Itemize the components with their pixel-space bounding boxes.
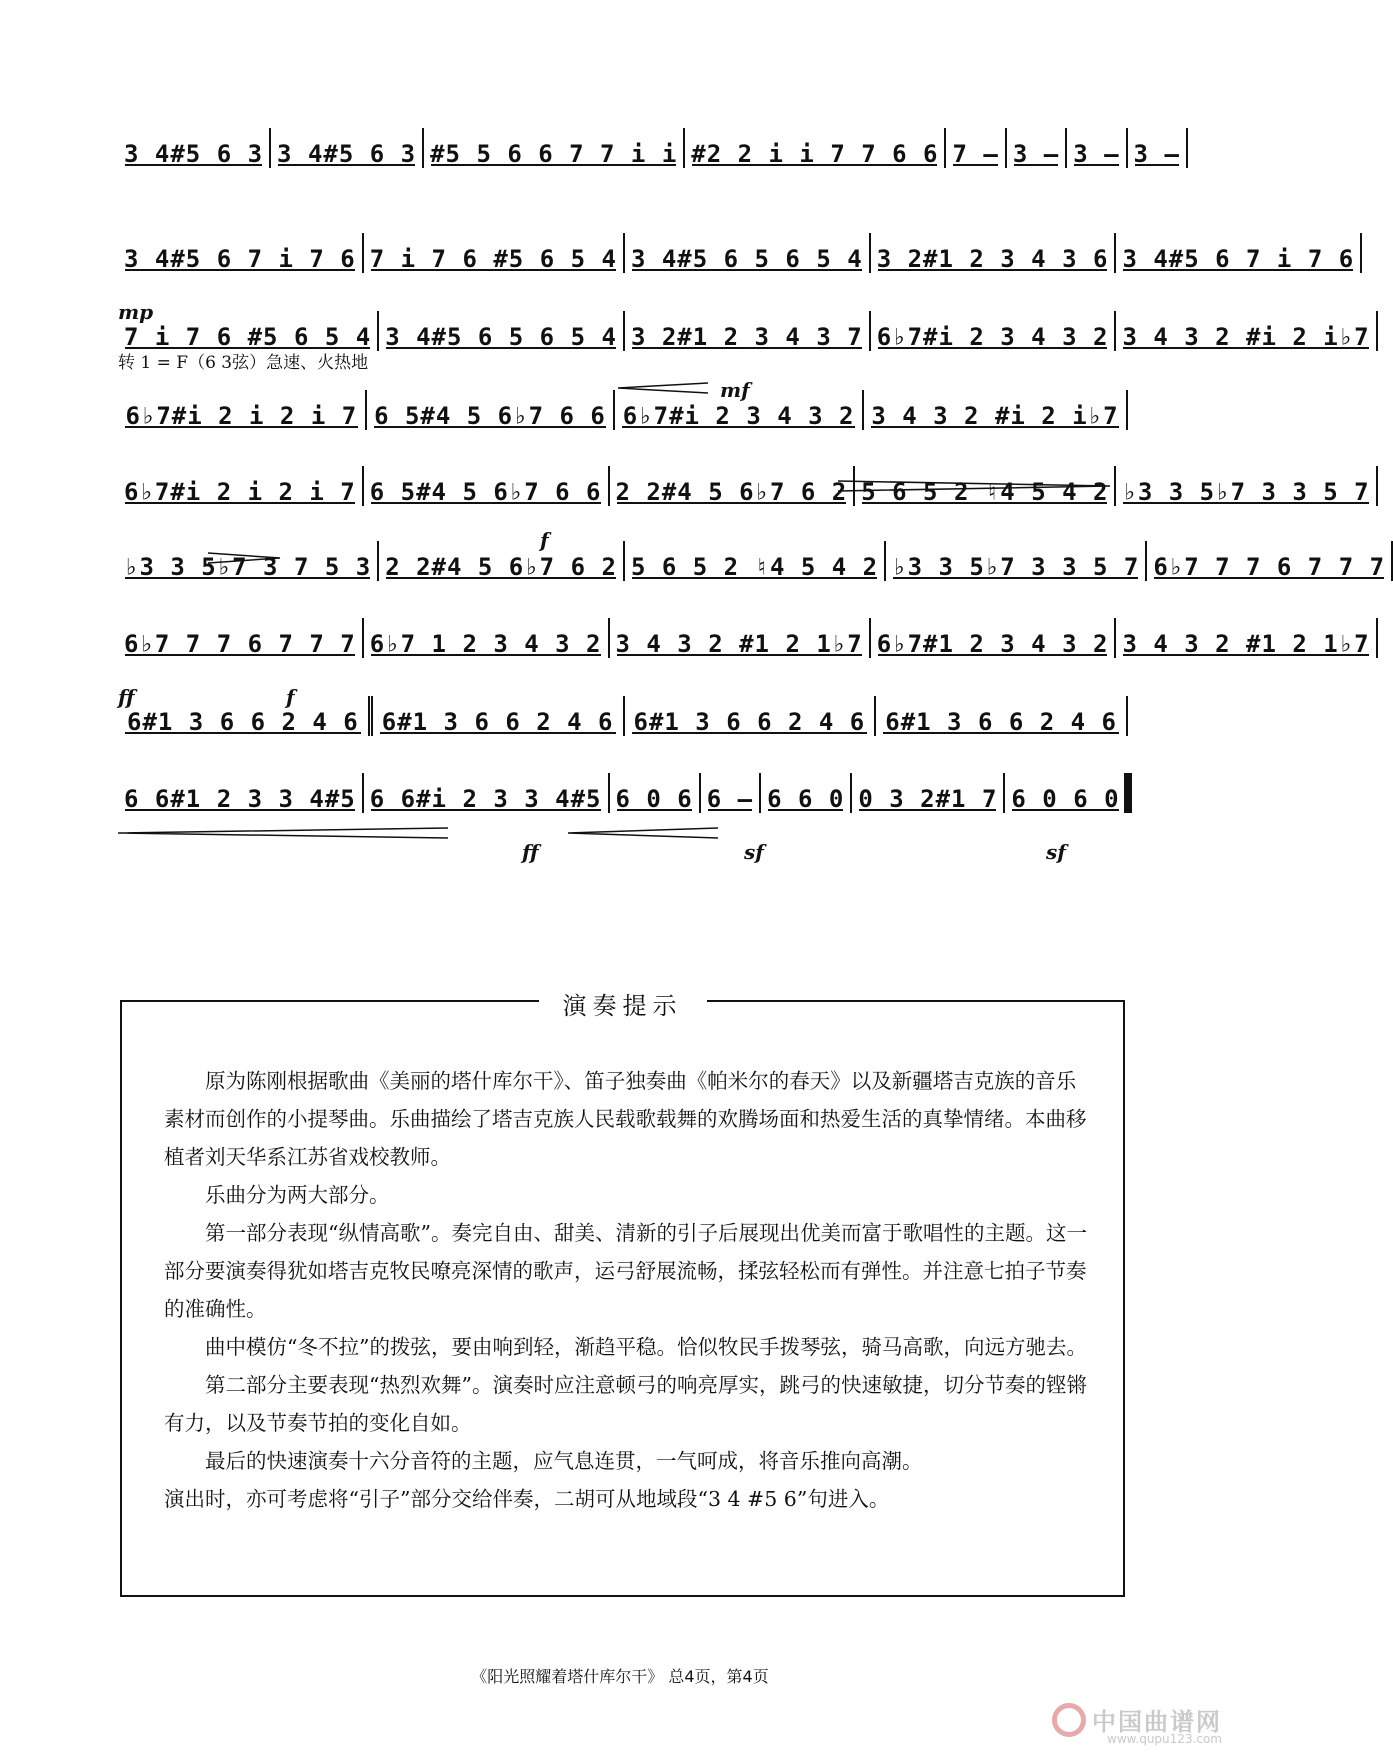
performance-tips-box (120, 992, 1125, 1597)
score-measure: 2 2#4 5 6♭7 6 2 (610, 466, 856, 506)
dynamic-mark: ff (522, 840, 539, 864)
score-measure: 6#1 3 6 6 2 4 6 (625, 696, 877, 736)
score-measure: 5 6 5 2 ♮4 5 4 2 (625, 541, 886, 581)
score-measure: ♭3 3 5♭7 3 3 5 7 (886, 541, 1147, 581)
score-measure: 3 2#1 2 3 4 3 7 (625, 311, 871, 351)
dynamic-mark: ff (118, 685, 135, 709)
score-measure: 3 – (1067, 128, 1127, 168)
tips-paragraph: 原为陈刚根据歌曲《美丽的塔什库尔干》、笛子独奏曲《帕米尔的春天》以及新疆塔吉克族的音乐素材而创作的小提琴曲。乐曲描绘了塔吉克族人民载歌载舞的欢腾场面和热爱生活的真挚情绪。本曲移植者刘天华系江苏省戏校教师。 (164, 1069, 1087, 1169)
score-measure: 3 2#1 2 3 4 3 6 (871, 233, 1117, 273)
crescendo-hairpin (118, 827, 448, 837)
dynamic-mark: f (540, 528, 549, 552)
score-measure: ♭3 3 5♭7 3 7 5 3 (118, 541, 379, 581)
score-measure: 6 5#4 5 6♭7 6 6 (364, 466, 610, 506)
crescendo-hairpin (568, 827, 718, 837)
score-row-7 (118, 610, 1370, 680)
score-row-2 (118, 225, 1355, 295)
score-measure: 6 0 6 0 (1005, 773, 1131, 813)
decrescendo-hairpin (208, 552, 280, 562)
tips-paragraph: 演出时，亦可考虑将“引子”部分交给伴奏，二胡可从地域段“3 4 #5 6”句进入。 (164, 1487, 890, 1511)
score-measure: 6#1 3 6 6 2 4 6 (373, 696, 625, 736)
score-measure: 2 2#4 5 6♭7 6 2 (379, 541, 625, 581)
logo-url: www.qupu123.com (1107, 1732, 1222, 1746)
score-measure: 0 3 2#1 7 (852, 773, 1005, 813)
score-measure: 3 4#5 6 3 (118, 128, 271, 168)
score-measure: #5 5 6 6 7 7 i i (424, 128, 685, 168)
score-measure: 7 – (946, 128, 1006, 168)
score-measure: 6#1 3 6 6 2 4 6 (876, 696, 1128, 736)
score-row-8 (118, 688, 1128, 758)
score-measure: 6 6 0 (761, 773, 852, 813)
score-row-6 (118, 533, 1386, 603)
score-measure: 3 – (1128, 128, 1188, 168)
dynamic-mark: mf (720, 378, 750, 402)
page-footer: 《阳光照耀着塔什库尔干》 总4页，第4页 (471, 1667, 769, 1686)
score-measure: 3 4 3 2 #i 2 i♭7 (864, 390, 1128, 430)
score-measure: 6♭7 7 7 6 7 7 7 (1147, 541, 1393, 581)
score-measure: 6 6#1 2 3 3 4#5 (118, 773, 364, 813)
score-measure: 3 4#5 6 5 6 5 4 (625, 233, 871, 273)
score-measure: 3 – (1007, 128, 1067, 168)
tips-paragraph: 乐曲分为两大部分。 (205, 1183, 390, 1207)
score-row-5 (118, 458, 1370, 528)
score-measure: 6♭7#i 2 i 2 i 7 (118, 466, 364, 506)
score-measure: 6♭7#i 2 3 4 3 2 (871, 311, 1117, 351)
logo-icon (1052, 1703, 1086, 1737)
score-row-1 (118, 120, 1180, 190)
score-measure: 7 i 7 6 #5 6 5 4 (118, 311, 379, 351)
score-measure: 6♭7#i 2 3 4 3 2 (615, 390, 864, 430)
score-measure: 3 4#5 6 7 i 7 6 (1116, 233, 1362, 273)
score-measure: ♭3 3 5♭7 3 3 5 7 (1116, 466, 1377, 506)
score-measure: 3 4#5 6 3 (271, 128, 424, 168)
score-measure: 6♭7#i 2 i 2 i 7 (118, 390, 367, 430)
tips-paragraph: 最后的快速演奏十六分音符的主题，应气息连贯，一气呵成，将音乐推向高潮。 (205, 1449, 923, 1473)
score-measure: 6 6#i 2 3 3 4#5 (364, 773, 610, 813)
score-measure: 6 0 6 (610, 773, 701, 813)
score-row-3 (118, 303, 1370, 373)
dynamic-mark: mp (118, 300, 154, 324)
site-logo (1052, 1702, 1222, 1746)
score-measure: 6#1 3 6 6 2 4 6 (118, 696, 373, 736)
tempo-marking: 转 1 = F（6 3弦）急速、火热地 (118, 353, 369, 373)
dynamic-mark: sf (744, 840, 764, 864)
score-measure: 3 4 3 2 #1 2 1♭7 (610, 618, 871, 658)
score-measure: 6♭7 7 7 6 7 7 7 (118, 618, 364, 658)
score-measure: #2 2 i i 7 7 6 6 (685, 128, 946, 168)
score-measure: 6♭7 1 2 3 4 3 2 (364, 618, 610, 658)
crescendo-hairpin (618, 382, 708, 392)
tips-body (164, 1062, 1094, 1518)
score-measure: 6 – (701, 773, 761, 813)
score-measure: 3 4 3 2 #1 2 1♭7 (1116, 618, 1377, 658)
tips-paragraph: 曲中模仿“冬不拉”的拨弦，要由响到轻，渐趋平稳。恰似牧民手拨琴弦，骑马高歌，向远方驰去。 (205, 1335, 1087, 1359)
dynamic-mark: sf (1046, 840, 1066, 864)
tips-paragraph: 第二部分主要表现“热烈欢舞”。演奏时应注意顿弓的响亮厚实，跳弓的快速敏捷，切分节奏的铿锵有力，以及节奏节拍的变化自如。 (164, 1373, 1087, 1435)
score-measure: 6♭7#1 2 3 4 3 2 (871, 618, 1117, 658)
score-measure: 7 i 7 6 #5 6 5 4 (364, 233, 625, 273)
score-row-9 (118, 765, 1128, 835)
score-measure: 5 6 5 2 ♮4 5 4 2 (855, 466, 1116, 506)
logo-text: 中国曲谱网 (1092, 1707, 1222, 1736)
tips-title: 演奏提示 (539, 986, 707, 1021)
dynamic-mark: f (286, 685, 295, 709)
score-measure: 6 5#4 5 6♭7 6 6 (367, 390, 616, 430)
score-measure: 3 4#5 6 5 6 5 4 (379, 311, 625, 351)
score-measure: 3 4 3 2 #i 2 i♭7 (1116, 311, 1377, 351)
decrescendo-hairpin (838, 480, 1110, 490)
score-measure: 3 4#5 6 7 i 7 6 (118, 233, 364, 273)
tips-paragraph: 第一部分表现“纵情高歌”。奏完自由、甜美、清新的引子后展现出优美而富于歌唱性的主题。这一部分要演奏得犹如塔吉克牧民嘹亮深情的歌声，运弓舒展流畅，揉弦轻松而有弹性。并注意七拍子节奏的准确性。 (164, 1221, 1087, 1321)
